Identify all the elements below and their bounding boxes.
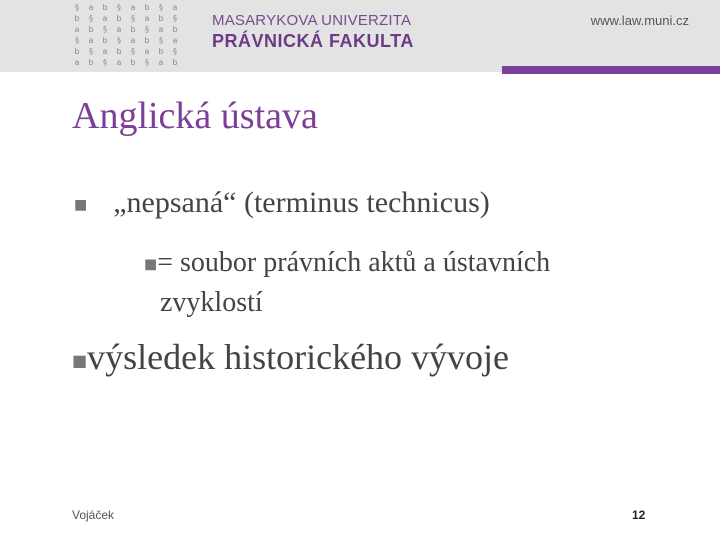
slide-title: Anglická ústava <box>72 95 318 137</box>
logo-symbol: § <box>145 58 149 67</box>
logo-symbol: a <box>172 3 178 12</box>
logo-symbol: b <box>116 47 122 56</box>
accent-bar <box>502 66 720 74</box>
footer-author: Vojáček <box>72 508 115 522</box>
logo-symbol: a <box>102 47 108 56</box>
logo-symbol: § <box>173 14 177 23</box>
logo-symbol: § <box>131 47 135 56</box>
logo-symbol: § <box>131 14 135 23</box>
faculty-name: PRÁVNICKÁ FAKULTA <box>212 31 414 51</box>
logo-symbol: b <box>74 47 80 56</box>
logo-symbol: b <box>102 3 108 12</box>
logo-symbol: b <box>144 36 150 45</box>
header-band <box>0 0 720 72</box>
logo-symbol: b <box>102 36 108 45</box>
logo-symbol: § <box>75 36 79 45</box>
logo-symbol: b <box>88 58 94 67</box>
page-number: 12 <box>632 508 646 522</box>
logo-symbol: b <box>158 14 164 23</box>
logo-symbol: a <box>158 25 164 34</box>
logo-symbol: b <box>74 14 80 23</box>
logo-symbol: a <box>74 58 80 67</box>
logo-symbol: § <box>173 47 177 56</box>
logo-symbol: § <box>75 3 79 12</box>
logo-symbol: § <box>103 25 107 34</box>
square-bullet-icon: ■ <box>144 256 158 273</box>
bullet-text-3: výsledek historického vývoje <box>87 337 510 377</box>
bullet-item-1 <box>74 186 490 220</box>
logo-symbol: § <box>89 14 93 23</box>
logo-symbol: b <box>116 14 122 23</box>
logo-symbol: b <box>158 47 164 56</box>
logo-symbol: a <box>158 58 164 67</box>
logo-symbol: a <box>130 3 136 12</box>
logo-symbol: a <box>116 25 122 34</box>
logo-symbol: b <box>144 3 150 12</box>
logo-symbol: b <box>172 25 178 34</box>
logo-symbol: § <box>159 36 163 45</box>
bullet-text-2: = soubor právních aktů a ústavních <box>157 247 551 278</box>
logo-symbol: a <box>88 36 94 45</box>
website-link[interactable]: www.law.muni.cz <box>590 13 689 28</box>
logo-symbol: a <box>74 25 80 34</box>
logo-symbol: § <box>103 58 107 67</box>
bullet-item-3 <box>72 336 509 378</box>
square-bullet-icon: ■ <box>72 351 88 371</box>
bullet-text-1: „nepsaná“ (terminus technicus) <box>113 186 490 219</box>
logo-symbol: § <box>117 3 121 12</box>
bullet-text-2-continuation: zvyklostí <box>160 286 263 318</box>
logo-symbol: § <box>117 36 121 45</box>
logo-symbol: a <box>116 58 122 67</box>
logo-symbol: a <box>144 47 150 56</box>
logo-symbol: § <box>145 25 149 34</box>
logo-symbol: a <box>88 3 94 12</box>
logo-symbol: b <box>130 25 136 34</box>
logo-symbol: a <box>144 14 150 23</box>
bullet-item-2 <box>144 244 704 322</box>
logo-symbol: § <box>89 47 93 56</box>
logo-symbol: a <box>102 14 108 23</box>
logo-symbol: b <box>130 58 136 67</box>
logo-symbol: b <box>172 58 178 67</box>
faculty-logo-pattern <box>70 2 182 68</box>
university-name: MASARYKOVA UNIVERZITA <box>212 12 412 29</box>
logo-symbol: b <box>88 25 94 34</box>
logo-symbol: a <box>172 36 178 45</box>
logo-symbol: a <box>130 36 136 45</box>
square-bullet-icon: ■ <box>74 197 88 214</box>
logo-symbol: § <box>159 3 163 12</box>
